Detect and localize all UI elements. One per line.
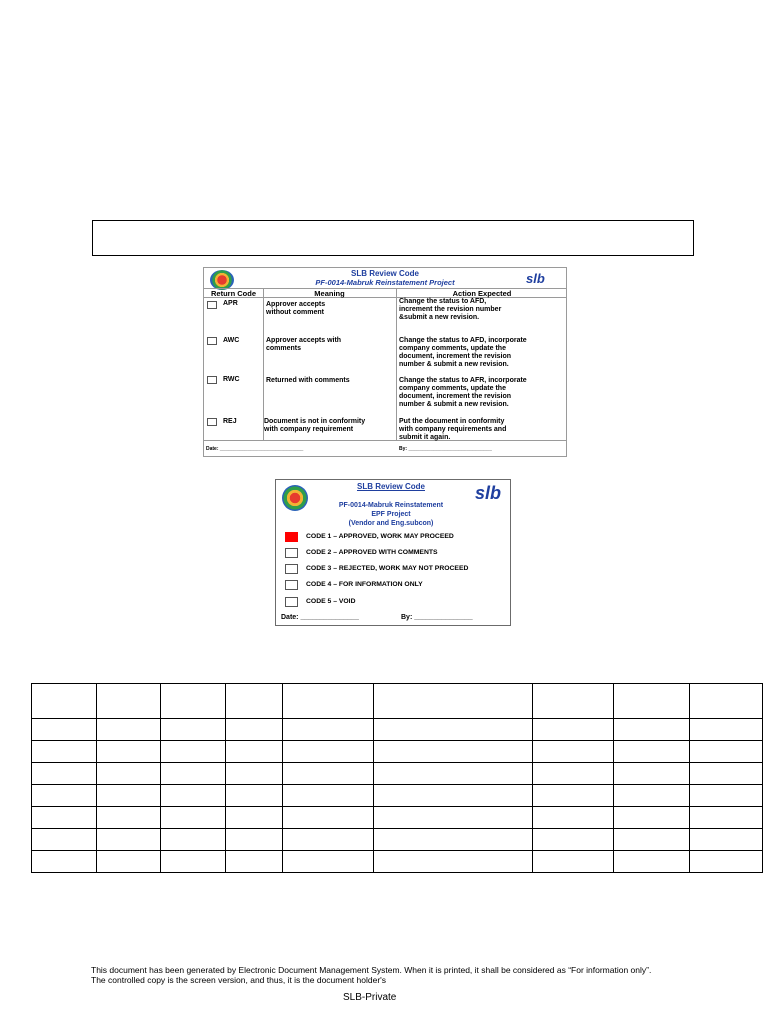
meaning-apr: Approver accepts without comment — [266, 301, 326, 316]
code2-checkbox[interactable] — [285, 548, 298, 558]
code3-label: CODE 3 – REJECTED, WORK MAY NOT PROCEED — [306, 565, 469, 572]
code4-checkbox[interactable] — [285, 580, 298, 590]
review-code-table — [204, 288, 566, 457]
table-row — [32, 684, 763, 719]
edms-disclaimer: This document has been generated by Electronic Document Management System. When it is printed, it shall be considered as “For information only”. The controlled copy is the screen version, and thus, it is the document holder's — [91, 965, 652, 985]
header-box — [92, 220, 694, 256]
meaning-awc: Approver accepts with comments — [266, 337, 342, 352]
date-field[interactable]: Date: _______________ — [281, 614, 359, 621]
awc-checkbox[interactable] — [207, 337, 217, 345]
revision-table — [31, 683, 763, 873]
company-seal-icon — [282, 485, 308, 511]
header-return-code: Return Code — [211, 289, 256, 298]
action-apr: Change the status to AFD, increment the revision number &submit a new revision. — [399, 298, 502, 321]
code2-label: CODE 2 – APPROVED WITH COMMENTS — [306, 549, 438, 556]
table-row — [32, 807, 763, 829]
slb-review-code-stamp-vendor — [275, 479, 511, 626]
code5-label: CODE 5 – VOID — [306, 598, 356, 605]
by-field[interactable]: By: _______________ — [401, 614, 473, 621]
meaning-rej: Document is not in conformity with company requirement — [264, 418, 366, 433]
action-rwc: Change the status to AFR, incorporate company comments, update the document, increment the revision number & submit a new revision. — [399, 377, 527, 408]
date-field[interactable]: Date: ______________________________ — [206, 446, 304, 452]
table-row — [32, 763, 763, 785]
code-rwc: RWC — [223, 376, 240, 383]
code-apr: APR — [223, 300, 238, 307]
code4-label: CODE 4 – FOR INFORMATION ONLY — [306, 581, 423, 588]
rwc-checkbox[interactable] — [207, 376, 217, 384]
stamp-title: SLB Review Code — [350, 269, 419, 278]
code1-label: CODE 1 – APPROVED, WORK MAY PROCEED — [306, 533, 454, 540]
code-awc: AWC — [223, 337, 240, 344]
code-rej: REJ — [223, 418, 237, 425]
table-row — [32, 829, 763, 851]
code1-checkbox[interactable] — [285, 532, 298, 542]
classification-footer: SLB-Private — [343, 992, 397, 1003]
table-row — [32, 851, 763, 873]
slb-review-code-stamp — [203, 267, 567, 457]
stamp-title: SLB Review Code — [356, 482, 425, 491]
meaning-rwc: Returned with comments — [266, 377, 350, 384]
slb-logo-icon: slb — [526, 271, 545, 286]
stamp-subtitle: PF-0014-Mabruk Reinstatement Project — [315, 278, 455, 287]
table-row — [32, 741, 763, 763]
table-row — [32, 785, 763, 807]
code5-checkbox[interactable] — [285, 597, 298, 607]
code3-checkbox[interactable] — [285, 564, 298, 574]
by-field[interactable]: By: ______________________________ — [399, 446, 492, 452]
slb-logo-icon: slb — [475, 483, 502, 503]
apr-checkbox[interactable] — [207, 301, 217, 309]
header-action: Action Expected — [452, 289, 512, 298]
table-row — [32, 719, 763, 741]
header-meaning: Meaning — [314, 289, 345, 298]
action-awc: Change the status to AFD, incorporate company comments, update the document, increment the revision number & submit a new revision. — [399, 337, 527, 368]
stamp-subtitle: PF-0014-Mabruk Reinstatement EPF Project (Vendor and Eng.subcon) — [338, 502, 444, 527]
rej-checkbox[interactable] — [207, 418, 217, 426]
action-rej: Put the document in conformity with company requirements and submit it again. — [399, 418, 507, 441]
